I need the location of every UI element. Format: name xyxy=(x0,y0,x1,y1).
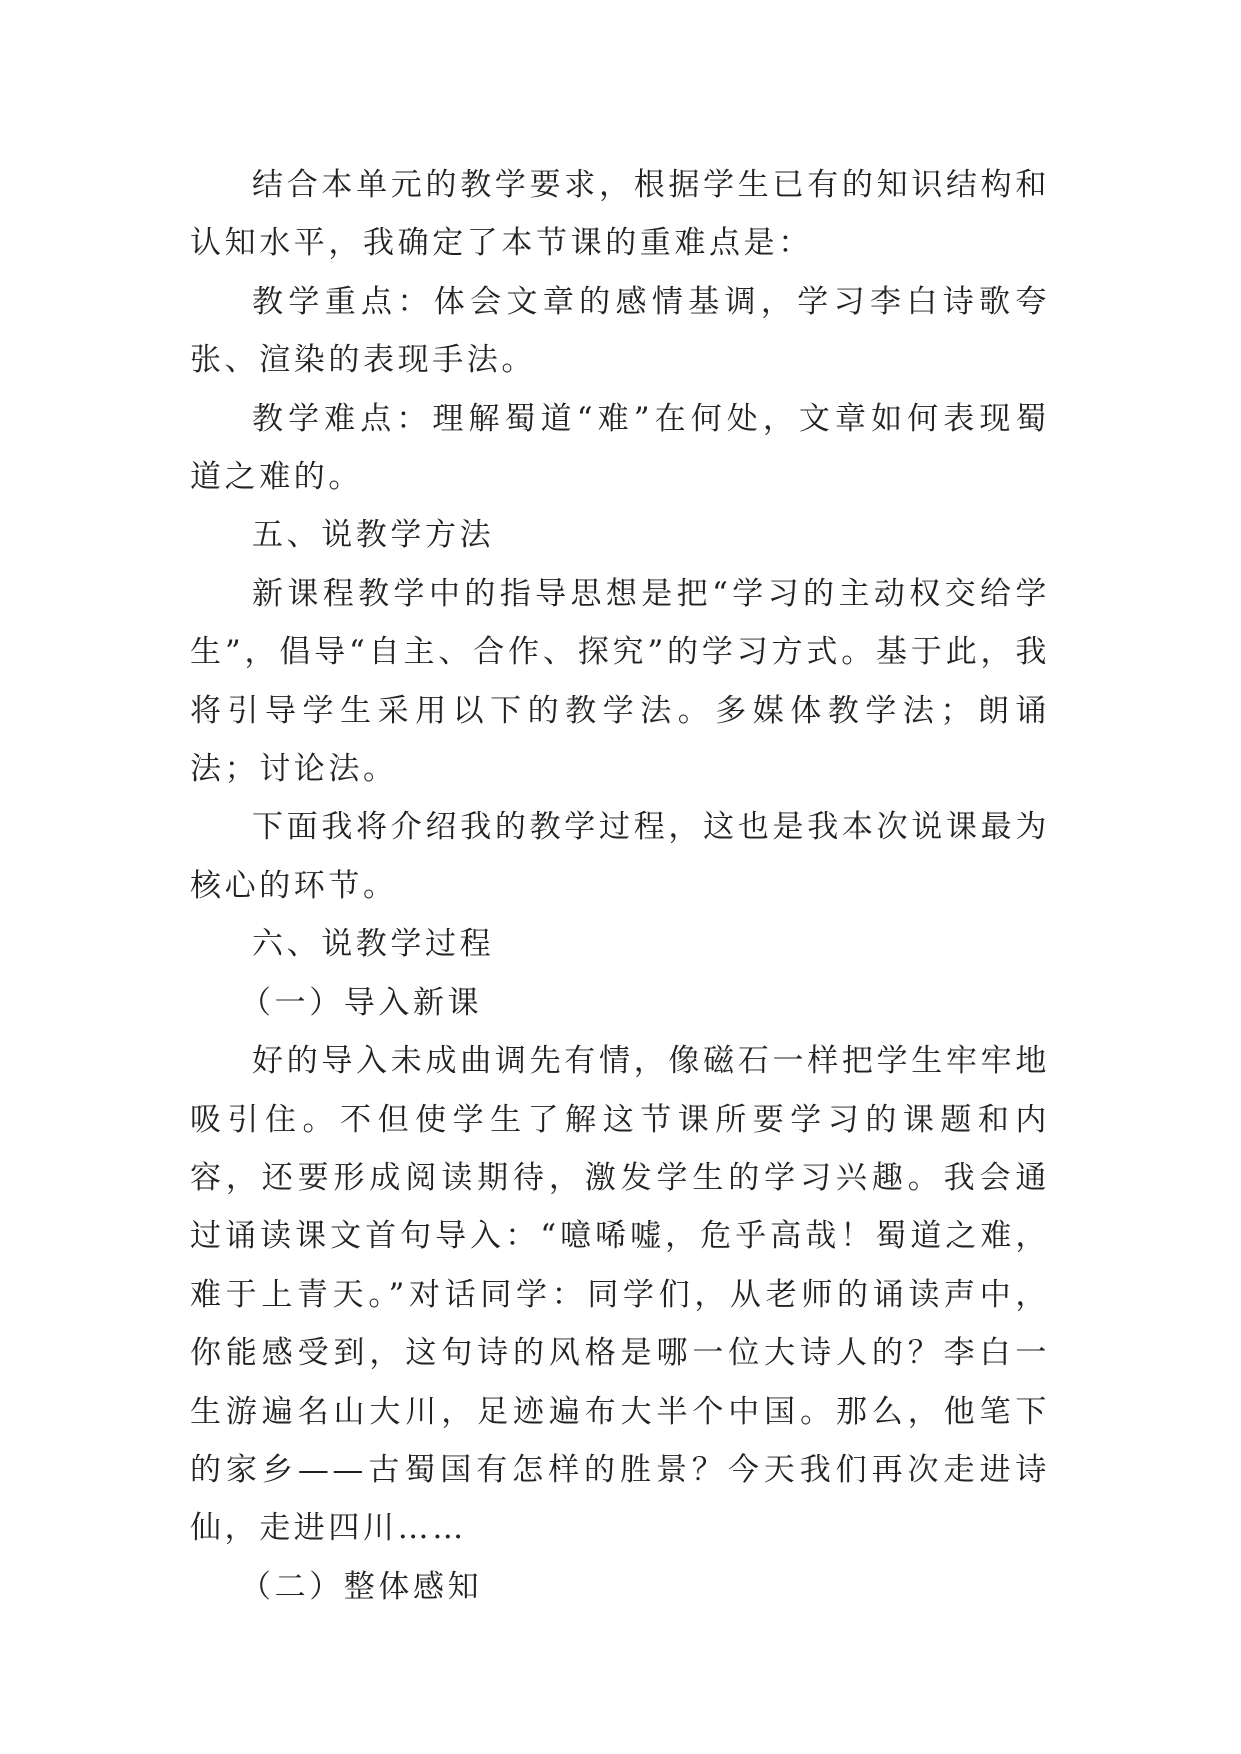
section-heading-teaching-process: 六、说教学过程 xyxy=(252,926,495,963)
section-heading-teaching-methods: 五、说教学方法 xyxy=(252,517,495,554)
paragraph-teaching-methods: 新课程教学中的指导思想是把“学习的主动权交给学生”，倡导“自主、合作、探究”的学习方式。基于此，我将引导学生采用以下的教学法。多媒体教学法；朗诵法；讨论法。 xyxy=(190,575,1050,788)
paragraph-key-points-intro: 结合本单元的教学要求，根据学生已有的知识结构和认知水平，我确定了本节课的重难点是： xyxy=(190,167,1050,262)
paragraph-teaching-focus: 教学重点：体会文章的感情基调，学习李白诗歌夸张、渲染的表现手法。 xyxy=(190,283,1050,379)
paragraph-process-intro: 下面我将介绍我的教学过程，这也是我本次说课最为核心的环节。 xyxy=(190,809,1050,904)
subheading-introduction: （一）导入新课 xyxy=(240,984,483,1021)
subheading-overall-perception: （二）整体感知 xyxy=(240,1568,483,1605)
paragraph-introduction: 好的导入未成曲调先有情，像磁石一样把学生牢牢地吸引住。不但使学生了解这节课所要学习的课题和内容，还要形成阅读期待，激发学生的学习兴趣。我会通过诵读课文首句导入：“噫唏嘘，危乎高哉！蜀道之难，难于上青天。”对话同学：同学们，从老师的诵读声中，你能感受到，这句诗的风格是哪一位大诗人的？李白一生游遍名山大川，足迹遍布大半个中国。那么，他笔下的家乡——古蜀国有怎样的胜景？今天我们再次走进诗仙，走进四川…… xyxy=(190,1043,1050,1547)
paragraph-teaching-difficulty: 教学难点：理解蜀道“难”在何处，文章如何表现蜀道之难的。 xyxy=(190,400,1050,496)
document-body xyxy=(190,156,1050,1616)
